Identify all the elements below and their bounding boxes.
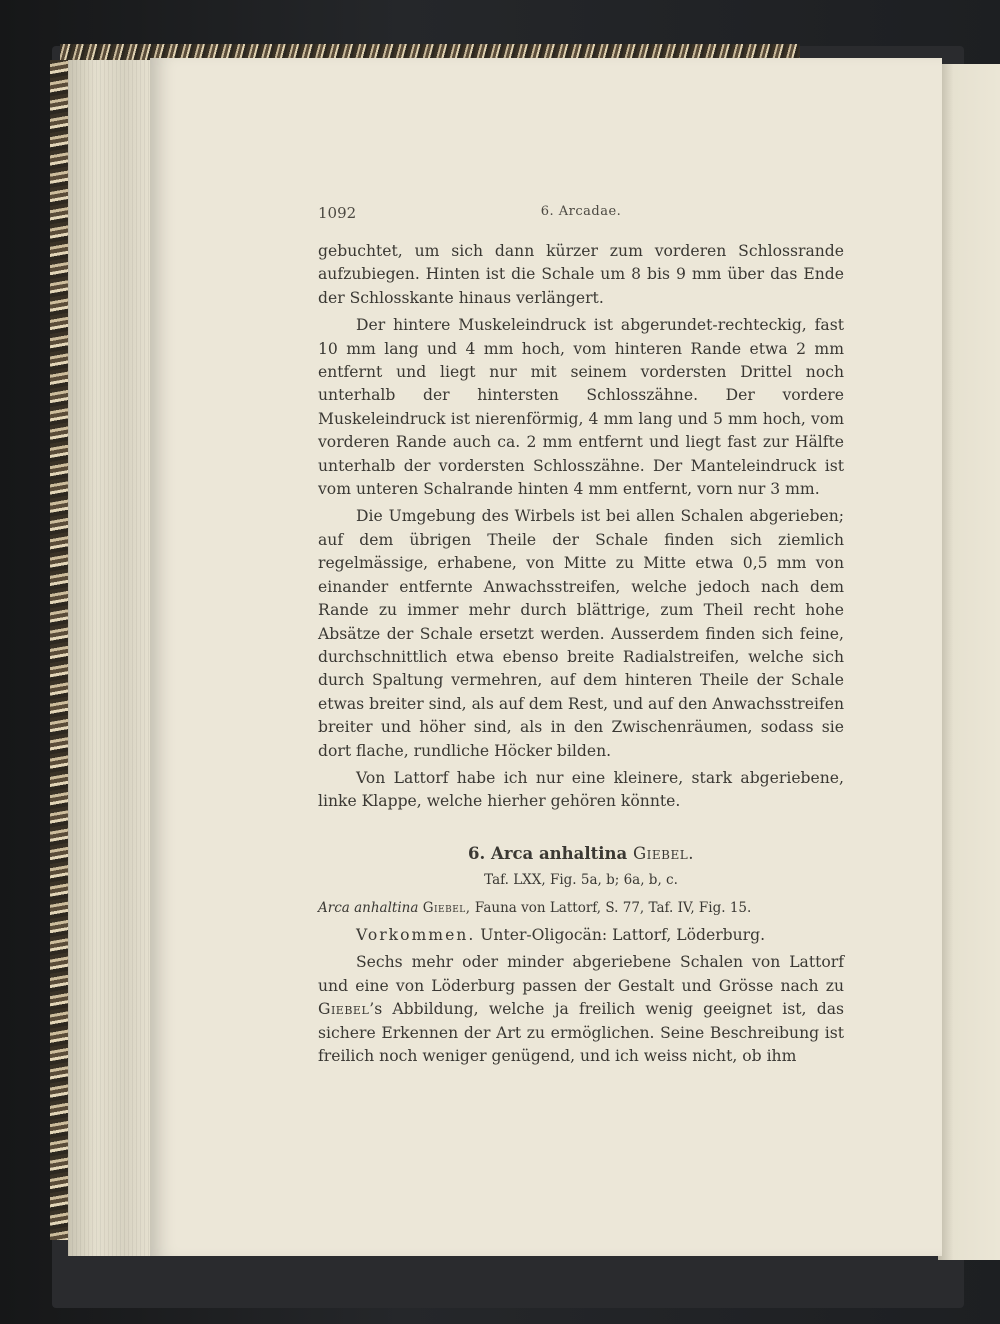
page-block-edges	[68, 60, 162, 1256]
synonym-name: Arca anhaltina	[318, 899, 419, 916]
synonymy	[318, 897, 844, 920]
paragraph-5	[318, 951, 844, 1068]
synonym-author: Giebel,	[422, 899, 471, 916]
paragraph-2: Der hintere Muskeleindruck ist abgerundet-rechteckig, fast 10 mm lang und 4 mm hoch, vom hinteren Rande etwa 2 mm entfernt und liegt nur mit seinem vordersten Drittel noch unterhalb der hintersten Schlosszähne. Der vordere Muskeleindruck ist nierenförmig, 4 mm lang und 5 mm hoch, vom vorderen Rande auch ca. 2 mm entfernt und liegt fast zur Hälfte unterhalb der vordersten Schlosszähne. Der Manteleindruck ist vom unteren Schalrande hinten 4 mm entfernt, vorn nur 3 mm.	[318, 316, 844, 499]
species-heading	[318, 842, 844, 865]
paragraph-5-author: Giebel	[318, 1000, 370, 1019]
facing-page-edge	[938, 64, 1000, 1260]
paragraph-3: Die Umgebung des Wirbels ist bei allen Schalen abgerieben; auf dem übrigen Theile der Schale finden sich ziemlich regelmässige, erhabene, von Mitte zu Mitte etwa 0,5 mm von einander entfernte Anwachsstreifen, welche jedoch nach dem Rande zu immer mehr durch blättrige, zum Theil recht hohe Absätze der Schale ersetzt werden. Ausserdem finden sich feine, durchschnittlich etwa ebenso breite Radialstreifen, welche sich durch Spaltung vermehren, auf dem hinteren Theile der Schale etwas breiter sind, als auf dem Rest, und auf den Anwachsstreifen breiter und höher sind, als in den Zwischenräumen, sodass sie dort flache, rundliche Höcker bilden.	[318, 507, 845, 760]
plate-reference: Taf. LXX, Fig. 5a, b; 6a, b, c.	[484, 872, 678, 889]
page-header	[318, 204, 844, 226]
body-text	[318, 240, 844, 1068]
synonym-citation: Fauna von Lattorf, S. 77, Taf. IV, Fig. 15.	[474, 899, 752, 916]
species-author: Giebel.	[632, 843, 694, 863]
marbled-edge-left	[50, 60, 68, 1240]
paragraph-4: Von Lattorf habe ich nur eine kleinere, stark abgeriebene, linke Klappe, welche hierher gehören könnte.	[318, 768, 844, 811]
page-number: 1092	[318, 204, 357, 222]
occurrence-label: Vorkommen.	[356, 925, 476, 944]
paragraph-5-rest: ’s Abbildung, welche ja freilich wenig geeignet ist, das sichere Erkennen der Art zu ermöglichen. Seine Beschreibung ist freilich noch weniger genügend, und ich weiss nicht, ob ihm	[318, 1000, 844, 1065]
occurrence	[318, 924, 844, 947]
paragraph-1: gebuchtet, um sich dann kürzer zum vorderen Schlossrande aufzubiegen. Hinten ist die Schale um 8 bis 9 mm über das Ende der Schlosskante hinaus verlängert.	[318, 242, 844, 307]
species-name: 6. Arca anhaltina	[468, 843, 628, 863]
paragraph-5-start: Sechs mehr oder minder abgeriebene Schalen von Lattorf und eine von Löderburg passen der Gestalt und Grösse nach zu	[318, 953, 844, 995]
running-title: 6. Arcadae.	[540, 204, 622, 219]
occurrence-text: Unter-Oligocän: Lattorf, Löderburg.	[480, 925, 766, 944]
